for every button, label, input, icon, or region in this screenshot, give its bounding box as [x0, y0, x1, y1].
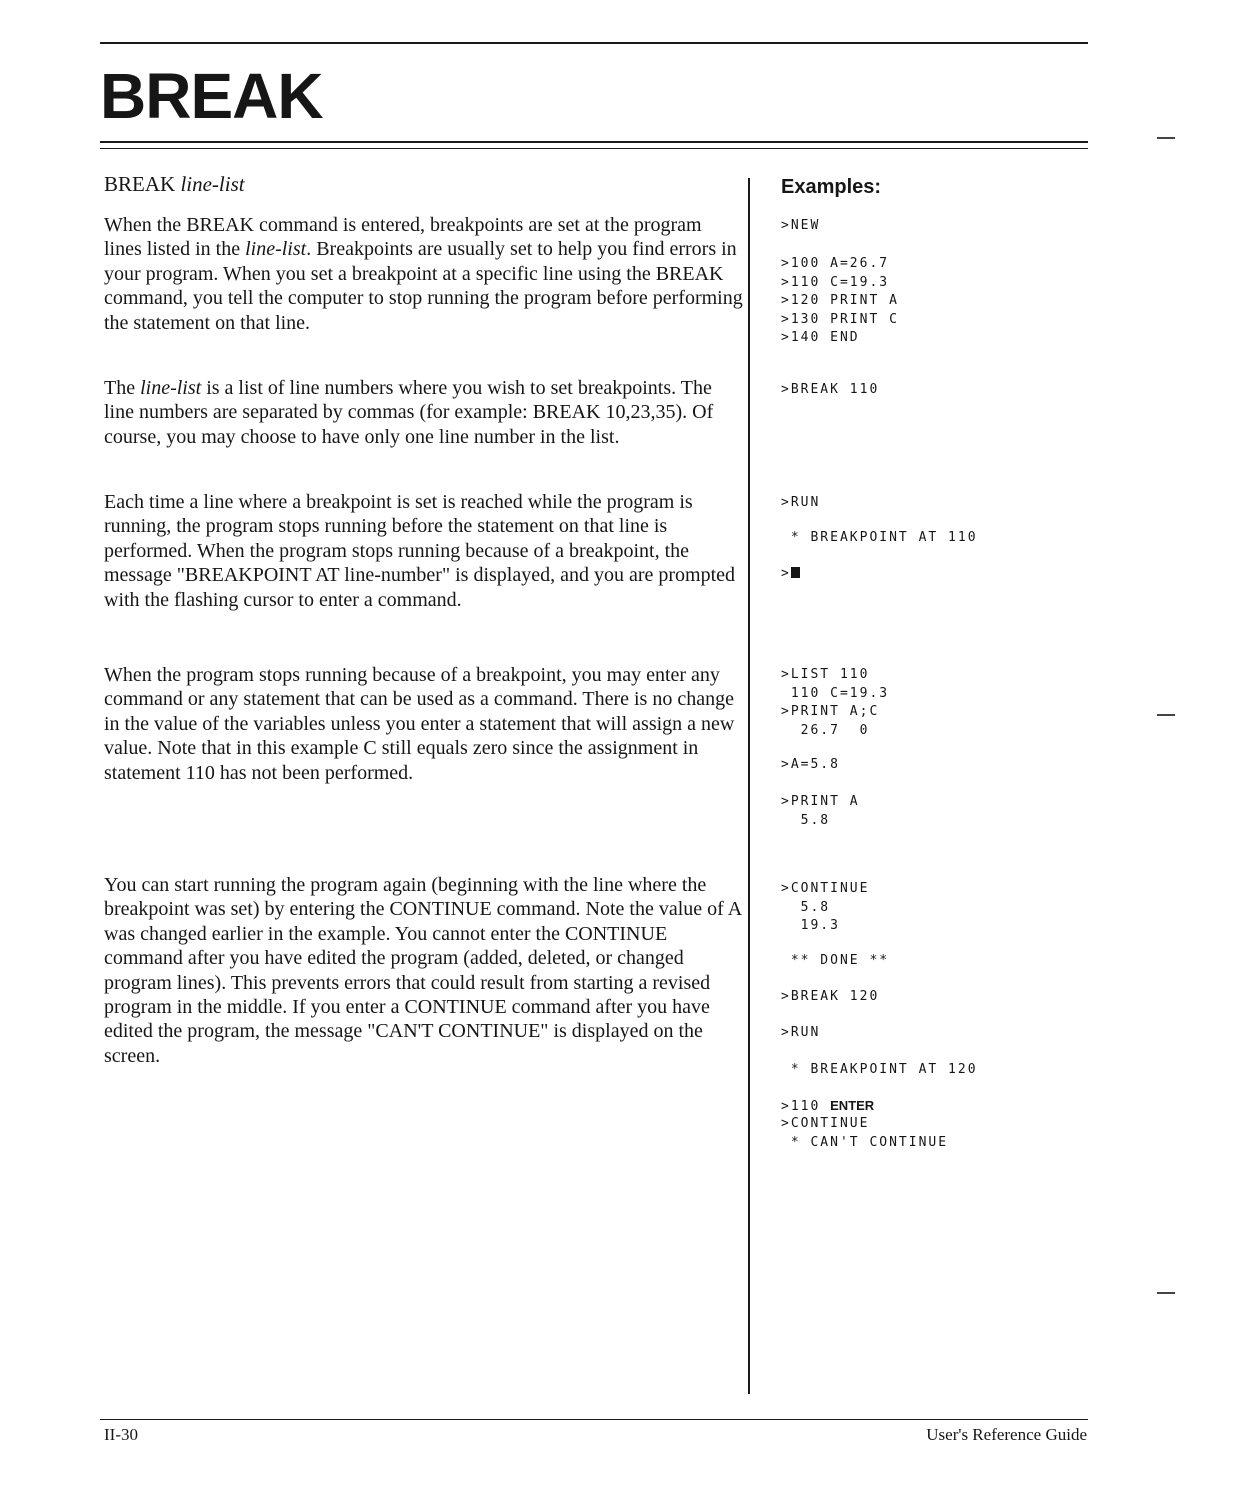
code-continue: >CONTINUE 5.8 19.3 [781, 881, 870, 933]
cursor-block-icon [791, 567, 800, 578]
paragraph-text: . Breakpoints are usually set to help you find errors in your program. When you set a breakpoint at a specific line using the BREAK command, you tell the computer to stop running the program before performing the statement on that line. [104, 238, 743, 334]
code-list-print: >LIST 110 110 C=19.3 >PRINT A;C 26.7 0 [781, 667, 890, 738]
code-print-a: >PRINT A 5.8 [781, 794, 860, 828]
examples-heading: Examples: [781, 176, 882, 198]
page-number: II-30 [104, 1425, 138, 1444]
code-edit-text: >110 [781, 1099, 831, 1114]
title-underline-thin [100, 148, 1088, 149]
code-new: >NEW [781, 218, 821, 233]
code-run-2: >RUN [781, 1025, 821, 1040]
paragraph-emphasis: line-list [140, 377, 202, 399]
paragraph-text: The [104, 377, 141, 399]
code-break-110: >BREAK 110 [781, 382, 880, 397]
top-rule [100, 42, 1088, 44]
margin-mark [1157, 1292, 1175, 1294]
paragraph-text: is a list of line numbers where you wish to set breakpoints. The line numbers are separated by commas (for example: BREAK 10,23,35). Of course, you may choose to have only one line number in the list. [104, 377, 714, 448]
paragraph-text: When the BREAK command is entered, breakpoints are set at the program lines listed in the [104, 214, 702, 261]
footer-rule [100, 1419, 1088, 1420]
book-title: User's Reference Guide [926, 1425, 1087, 1444]
code-breakpoint-120: * BREAKPOINT AT 120 [781, 1062, 978, 1077]
code-edit-line [781, 1097, 874, 1117]
paragraph-line-list [104, 376, 744, 449]
syntax-line [104, 171, 245, 197]
code-run-1: >RUN [781, 495, 821, 510]
margin-mark [1157, 714, 1175, 716]
paragraph-intro [104, 213, 744, 335]
paragraph-emphasis: line-list [245, 238, 307, 261]
code-cant-continue: >CONTINUE * CAN'T CONTINUE [781, 1116, 949, 1150]
paragraph-breakpoint-reached: Each time a line where a breakpoint is set is reached while the program is running, the program stops running before the statement on that line is performed. When the program stops running because of a breakpoint, the message "BREAKPOINT AT line-number" is displayed, and you are prompted with the flashing cursor to enter a command. [104, 491, 736, 611]
title-underline [100, 141, 1088, 143]
code-prompt [781, 565, 800, 584]
page-title: BREAK [100, 60, 323, 132]
column-divider [748, 178, 750, 1394]
code-assign: >A=5.8 [781, 757, 840, 772]
paragraph-continue: You can start running the program again (beginning with the line where the breakpoint was set) by entering the CONTINUE command. Note the value of A was changed earlier in the example. You cannot enter the CONTINUE command after you have edited the program (added, deleted, or changed program lines). This prevents errors that could result from starting a revised program in the middle. If you enter a CONTINUE command after you have edited the program, the message "CAN'T CONTINUE" is displayed on the screen. [104, 874, 742, 1067]
paragraph-stopped-program: When the program stops running because of a breakpoint, you may enter any command or any statement that can be used as a command. There is no change in the value of the variables unless you enter a statement that will assign a new value. Note that in this example C still equals zero since the assignment in statement 110 has not been performed. [104, 664, 735, 784]
syntax-param: line-list [180, 172, 245, 196]
code-program: >100 A=26.7 >110 C=19.3 >120 PRINT A >130 PRINT C >140 END [781, 256, 899, 345]
prompt-symbol: > [781, 566, 791, 581]
code-breakpoint-110: * BREAKPOINT AT 110 [781, 530, 978, 545]
code-done: ** DONE ** [781, 953, 890, 968]
syntax-keyword: BREAK [104, 172, 176, 196]
enter-key-label: ENTER [830, 1098, 875, 1113]
margin-mark [1157, 137, 1175, 139]
code-break-120: >BREAK 120 [781, 989, 880, 1004]
